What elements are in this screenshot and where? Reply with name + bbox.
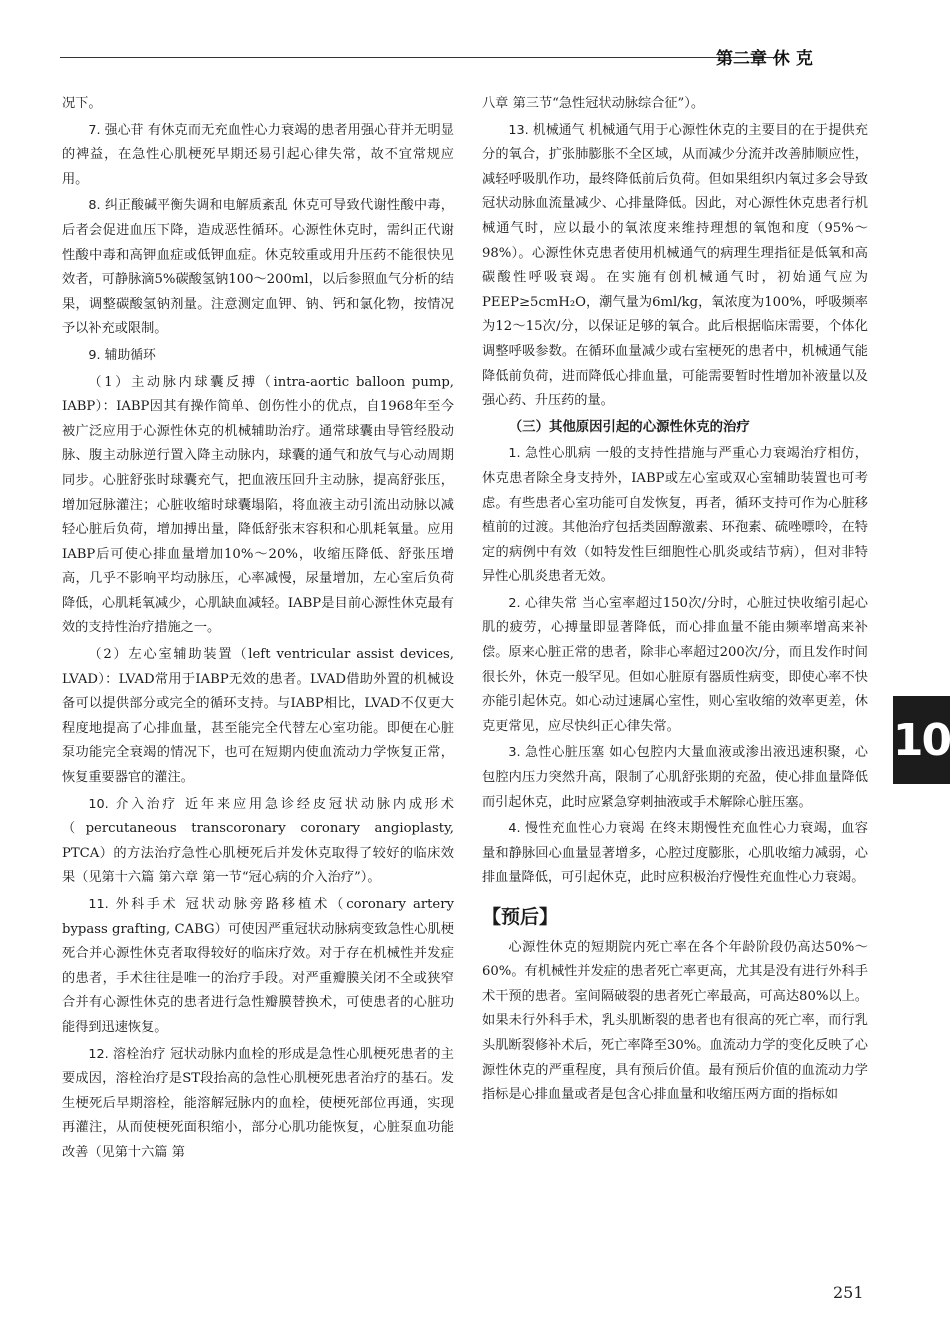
paragraph-text: 心源性休克的短期院内死亡率在各个年龄阶段仍高达50%～60%。有机械性并发症的患者死亡率更高，尤其是没有进行外科手术干预的患者。室间隔破裂的患者死亡率最高，可高达80%以上。如果未行外科手术，乳头肌断裂的患者也有很高的死亡率，而行乳头肌断裂修补术后，死亡率降至30%。血流动力学的变化反映了心源性休克的严重程度，具有预后价值。最有预后价值的血流动力学指标是心排血量或者是包含心排血量和收缩压两方面的指标如 (482, 939, 868, 1103)
paragraph (62, 371, 454, 642)
paragraph (62, 194, 454, 342)
paragraph-text: 冠状动脉内血栓的形成是急性心肌梗死患者的主要成因，溶栓治疗是ST段抬高的急性心肌梗死患者治疗的基石。发生梗死后早期溶栓，能溶解冠脉内的血栓，使梗死部位再通，实现再灌注，从而使梗死面积缩小，部分心肌功能恢复，心脏泵血功能改善（见第十六篇 第 (62, 1046, 454, 1160)
paragraph-text: 休克可导致代谢性酸中毒，后者会促进血压下降，造成恶性循环。心源性休克时，需纠正代谢性酸中毒和高钾血症或低钾血症。休克较重或用升压药不能很快见效者，可静脉滴5%碳酸氢钠100～200ml，以后参照血气分析的结果，调整碳酸氢钠剂量。注意测定血钾、钠、钙和氯化物，按情况予以补充或限制。 (62, 198, 454, 337)
paragraph (482, 741, 868, 815)
paragraph-text: 有休克而无充血性心力衰竭的患者用强心苷并无明显的裨益，在急性心肌梗死早期还易引起心律失常，故不宜常规应用。 (62, 122, 454, 187)
paragraph (62, 893, 454, 1041)
paragraph (62, 643, 454, 791)
header-rule (60, 57, 780, 58)
paragraph-lead: 8. 纠正酸碱平衡失调和电解质紊乱 (88, 198, 289, 214)
left-text-column (62, 92, 454, 1168)
continued-paragraph (62, 92, 454, 117)
paragraph (62, 793, 454, 891)
paragraph-text: 一般的支持性措施与严重心力衰竭治疗相仿，休克患者除全身支持外，IABP或左心室或双心室辅助装置也可考虑。有些患者心室功能可自发恢复，再者，循环支持可作为心脏移植前的过渡。其他治疗包括类固醇激素、环孢素、硫唑嘌呤，在特定的病例中有效（如特发性巨细胞性心肌炎或结节病），但对非特异性心肌炎患者无效。 (482, 446, 868, 585)
paragraph-lead: 11. 外科手术 (88, 897, 179, 912)
paragraph-text: 冠状动脉旁路移植术（coronary artery bypass grafting, CABG）可使因严重冠状动脉病变致急性心肌梗死合并心源性休克者取得较好的临床疗效。对于存在机械性并发症的患者，手术往往是唯一的治疗手段。对严重瓣膜关闭不全或狭窄合并有心源性休克的患者进行急性瓣膜替换术，可使患者的心脏功能得到迅速恢复。 (62, 897, 454, 1035)
section-heading: 【预后】 (482, 906, 559, 928)
paragraph-text: 当心室率超过150次/分时，心脏过快收缩引起心肌的疲劳，心搏量即显著降低，而心排血量不能由频率增高来补偿。原来心脏正常的患者，除非心率超过200次/分，而且发作时间很长外，休克一般罕见。但如心脏原有器质性病变，即使心率不快亦能引起休克。如心动过速属心室性，则心室收缩的效率更差，休克更常见，应尽快纠正心律失常。 (482, 595, 868, 734)
chapter-header-title: 第二章 休 克 (716, 49, 813, 69)
continued-paragraph (482, 92, 868, 117)
paragraph-lead: 4. 慢性充血性心力衰竭 (508, 821, 645, 837)
paragraph-lead: 1. 急性心肌病 (508, 446, 592, 462)
paragraph-lead: 10. 介入治疗 (88, 796, 178, 812)
subsection-heading: （三）其他原因引起的心源性休克的治疗 (508, 419, 750, 435)
right-text-column (482, 92, 868, 1110)
paragraph-lead: 7. 强心苷 (88, 122, 144, 138)
paragraph (482, 817, 868, 891)
paragraph-text: 近年来应用急诊经皮冠状动脉内成形术（percutaneous transcoronary coronary angioplasty, PTCA）的方法治疗急性心肌梗死后并发休克取得了较好的临床效果（见第十六篇 第六章 第一节“冠心病的介入治疗”）。 (62, 796, 454, 886)
paragraph-text: 八章 第三节“急性冠状动脉综合征”）。 (482, 96, 705, 111)
paragraph-lead: 2. 心律失常 (508, 595, 578, 611)
page-number: 251 (833, 1283, 864, 1302)
paragraph-text: （2）左心室辅助装置（left ventricular assist devices, LVAD）：LVAD常用于IABP无效的患者。LVAD借助外置的机械设备可以提供部分或完全的循环支持。与IABP相比，LVAD不仅更大程度地提高了心排血量，甚至能完全代替左心室功能。即便在心脏泵功能完全衰竭的情况下，也可在短期内使血流动力学恢复正常，恢复重要器官的灌注。 (62, 647, 454, 786)
paragraph (62, 1043, 454, 1166)
paragraph-text: 机械通气用于心源性休克的主要目的在于提供充分的氧合，扩张肺膨胀不全区域，从而减少分流并改善肺顺应性，减轻呼吸肌作功，最终降低前后负荷。但如果组织内氧过多会导致冠状动脉血流量减少、心排量降低。因此，对心源性休克患者行机械通气时，应以最小的氧浓度来维持理想的氧饱和度（95%～98%）。心源性休克患者使用机械通气的病理生理指征是低氧和高碳酸性呼吸衰竭。在实施有创机械通气时，初始通气应为PEEP≥5cmH₂O，潮气量为6ml/kg，氧浓度为100%，呼吸频率为12～15次/分，以保证足够的氧合。此后根据临床需要，个体化调整呼吸参数。在循环血量减少或右室梗死的患者中，机械通气能降低前负荷，进而降低心排血量，可能需要暂时性增加补液量以及强心药、升压药的量。 (482, 122, 868, 409)
paragraph-lead: 12. 溶栓治疗 (88, 1046, 166, 1062)
paragraph-lead: 9. 辅助循环 (88, 347, 156, 363)
paragraph (62, 119, 454, 193)
paragraph-text: 如心包腔内大量血液或渗出液迅速积聚，心包腔内压力突然升高，限制了心肌舒张期的充盈，使心排血量降低而引起休克，此时应紧急穿刺抽液或手术解除心脏压塞。 (482, 745, 868, 810)
paragraph (482, 936, 868, 1108)
paragraph (482, 442, 868, 590)
paragraph-text: （1）主动脉内球囊反搏（intra-aortic balloon pump, IABP）：IABP因其有操作简单、创伤性小的优点，自1968年至今被广泛应用于心源性休克的机械辅助治疗。通常球囊由导管经股动脉、腹主动脉逆行置入降主动脉内，球囊的通气和放气与心动周期同步。心脏舒张时球囊充气，把血液压回升主动脉，提高舒张压，增加冠脉灌注；心脏收缩时球囊塌陷，将血液主动引流出动脉以减轻心脏后负荷，增加搏出量，降低舒张末容积和心肌耗氧量。应用IABP后可使心排血量增加10%～20%，收缩压降低、舒张压增高，几乎不影响平均动脉压，心率减慢，尿量增加，左心室后负荷降低，心肌耗氧减少，心肌缺血减轻。IABP是目前心源性休克最有效的支持性治疗措施之一。 (62, 374, 454, 636)
paragraph (482, 119, 868, 414)
paragraph-text: 在终末期慢性充血性心力衰竭，血容量和静脉回心血量显著增多，心腔过度膨胀，心肌收缩力减弱，心排血量降低，可引起休克，此时应积极治疗慢性充血性心力衰竭。 (482, 821, 868, 886)
paragraph (62, 344, 454, 369)
paragraph-text: 况下。 (62, 96, 102, 111)
paragraph-lead: 13. 机械通气 (508, 122, 585, 138)
chapter-number-tab: 10 (893, 696, 950, 784)
paragraph (482, 592, 868, 740)
paragraph-lead: 3. 急性心脏压塞 (508, 745, 605, 761)
